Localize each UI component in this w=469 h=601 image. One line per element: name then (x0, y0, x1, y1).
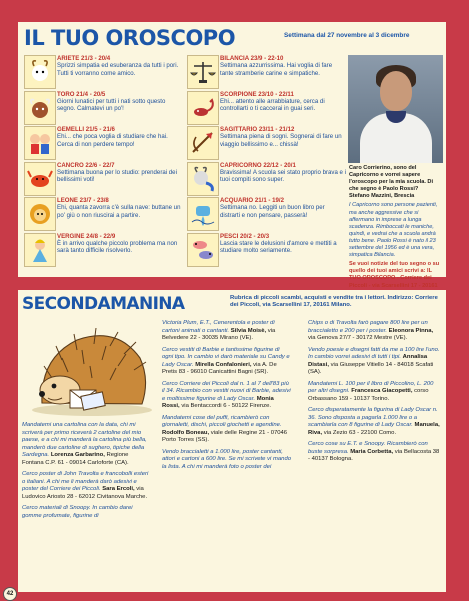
ad-address: via Genova 27/7 - 30172 Mestre (VE). (308, 335, 408, 341)
sign-name: GEMELLI 21/5 - 21/6 (57, 126, 115, 133)
sign-aquarius (187, 197, 347, 231)
horoscope-header (24, 26, 444, 50)
sign-text: Bravissima! A scuola sei stato proprio brava e i tuoi compiti sono super. (220, 168, 346, 184)
ad-author: Manuela, Riva, (308, 422, 440, 436)
sign-cancer (24, 162, 184, 196)
classified-ad (22, 422, 150, 467)
ad-text: Vendo braccialetti a 1.000 lire, poster cantanti, attori e cartoni a 600 lire. Se mi scrivete vi mando la lista. A chi mi manderà foto o poster dei (162, 448, 291, 470)
letter-signature: Stefano Mazzini, Brescia (349, 193, 415, 200)
cancer-icon (24, 162, 56, 196)
ad-author: Maria Corbetta, (350, 448, 394, 455)
aquarius-icon (187, 197, 219, 231)
ad-text: Mandatemi una cartolina con la data, chi mi scriverà per primo riceverà 2 cartoline del mio paese, e a chi mi manderà la cartolina più bella, manderò due cartoline di sughero, tipiche della Sardegna. (22, 422, 147, 458)
sign-name: CANCRO 22/6 - 22/7 (57, 161, 115, 169)
ad-text: Mandatemi L. 100 per il libro di Piccolino, L. 200 per altri disegni. (308, 380, 434, 394)
ad-text: Cerco vestiti di Barbie e tantissime figurine di ogni tipo. In cambio vi darò materiale su Candy e Lady Oscar. (162, 346, 290, 368)
sign-aries (24, 55, 184, 89)
taurus-icon (24, 91, 56, 125)
sign-sagittarius (187, 126, 347, 160)
ad-author: Francesca Giacopetti, (351, 388, 413, 394)
gemini-icon (24, 126, 56, 160)
classified-ad (22, 505, 150, 520)
classified-ad (308, 381, 442, 404)
sign-text: Settimana azzurrissima. Hai voglia di fare tante stramberie carine e simpatiche. (220, 62, 333, 77)
secondamanina-subtitle: Rubrica di piccoli scambi, acquisti e vendite tra i lettori. Indirizzo: Corriere dei Piccoli, via Scarsellini 17, 20161 Milano. (230, 295, 438, 309)
sign-name: LEONE 23/7 - 23/8 (57, 197, 109, 204)
ad-author: Rodolfo Boneau, (162, 429, 210, 436)
virgo-icon (24, 233, 56, 267)
sign-virgo (24, 233, 184, 267)
horoscope-week: Settimana dal 27 novembre al 3 dicembre (284, 32, 410, 39)
ad-author: Lorenza Garbarino, (50, 452, 105, 458)
sign-name: VERGINE 24/8 - 22/9 (57, 232, 116, 240)
sign-gemini (24, 126, 184, 160)
sign-name: PESCI 20/2 - 20/3 (220, 232, 270, 240)
sign-pisces (187, 233, 347, 267)
ad-text: Chips o di Travolta farò pagare 800 lire per un braccialetto e 200 per i poster. (308, 320, 428, 334)
sign-leo (24, 197, 184, 231)
ad-author: Mirella Confalonieri, (195, 361, 252, 368)
ad-author: Annalisa Distasi, (308, 354, 428, 368)
classified-ad (308, 320, 442, 343)
classified-ad (308, 441, 442, 464)
classified-ad (162, 381, 292, 411)
sign-name: SCORPIONE 23/10 - 22/11 (220, 90, 294, 98)
sagittarius-icon (187, 126, 219, 160)
sign-text: Lascia stare le delusioni d'amore e mettiti a studiare molto seriamente. (220, 239, 337, 255)
aries-icon (24, 55, 56, 89)
ad-author: Sara Ercoli, (102, 486, 135, 492)
ad-text: Cerco poster di John Travolta e francobolli esteri o italiani. A chi me li manderà darò adesivi e poster del Corriere dei Piccoli. (22, 471, 149, 492)
sign-text: Ehi, quanta zavorra c'è sulla nave: buttane un po' giù o non riuscirai a partire. (57, 204, 181, 219)
secondamanina-title: SECONDAMANINA (22, 294, 185, 314)
ad-text: Mandatemi cose del puffi, ricambierò con giornaletti, dischi, piccoli giochetti e agendine. (162, 414, 282, 428)
horoscope-panel (18, 22, 446, 289)
ad-text: Cerco cose su E.T. e Snoopy. Ricambierò con buste sorpresa. (308, 441, 428, 455)
ad-text: Cerco Corriere dei Piccoli dal n. 1 al 7 dell'83 più il 34. Ricambio con vestiti nuovi di Barbie, adesivi e moltissime figurine di Lady Oscar. (162, 380, 291, 402)
sign-name: CAPRICORNO 22/12 - 20/1 (220, 161, 296, 169)
footballer-photo (348, 55, 443, 163)
sign-text: Settimana piena di sogni. Sognerai di fare un viaggio bellissimo e... chissà! (220, 133, 342, 148)
ad-address: via Zezio 63 - 22100 Como. (323, 429, 397, 436)
sign-scorpio (187, 91, 347, 125)
ad-author: Eleonora Pinna, (388, 327, 434, 334)
ad-address: via A. De Pretis 83 - 96010 Canicattini Bagni (SR). (162, 361, 277, 375)
pisces-icon (187, 233, 219, 267)
letter-answer: I Capricorno sono persone pazienti, ma anche aggressive che si affermano in imprese a lunga scadenza. Rimboccati le maniche, quindi, e vedrai che a scuola andrà tutto bene. Paolo Rossi è nato il 23 settembre del 1956 ed è una vera, simpatica Bilancia. (349, 202, 438, 259)
sign-text: Giorni lunatici per tutti i nati sotto questo segno. Calmatevi un po'! (57, 97, 166, 113)
ad-address: Regione Fontana C.P. 61 - 09014 Carloforte (CA). (22, 452, 129, 466)
letter-question: Caro Corrierino, sono del Capricorno e vorrei sapere l'oroscopo per la mia scuola. Di che segno è Paolo Rossi? (349, 165, 434, 193)
classified-ad (162, 415, 292, 445)
sign-text: Ehi... attento alle arrabbiature, cerca di controllarti o ti caccerai in guai seri. (220, 97, 325, 113)
ad-address: viale delle Regine 21 - 07046 Porto Torres (SS). (162, 429, 288, 443)
classified-ad (162, 320, 292, 343)
ad-address: via Bellacosta 38 - 40137 Bologna. (308, 448, 440, 462)
scorpio-icon (187, 91, 219, 125)
ads-column-2 (162, 320, 292, 475)
sign-name: BILANCIA 23/9 - 22-10 (220, 55, 284, 62)
sign-libra (187, 55, 347, 89)
sign-capricorn (187, 162, 347, 196)
ad-address: via Bentaccordi 6 - 50122 Firenze. (181, 403, 272, 409)
ad-text: Cerco disperatamente la figurina di Lady Oscar n. 36. Sono disposta a pagarla 1.000 lire o a scambiarla con 8 figurine di Lady Oscar. (308, 407, 438, 428)
ad-address: via Belvedere 22 - 30035 Mirano (VE). (162, 327, 276, 341)
hedgehog-illustration-icon (22, 318, 154, 418)
ads-column-1 (22, 422, 150, 524)
reader-letter (349, 165, 444, 297)
ad-address: via Giuseppe Vitiello 14 - 84018 Scafati (SA). (308, 361, 434, 375)
ad-text: Victoria Plum, E.T., Cenerentola e poster di cartoni animati o cantanti. (162, 320, 275, 334)
ad-address: corso Orbassano 159 - 10137 Torino. (308, 388, 429, 402)
classified-ad (308, 347, 442, 377)
classified-ad (308, 407, 442, 437)
letter-note: Se vuoi notizie del tuo segno o su quello dei tuoi amici scrivi a: IL TUO OROSCOPO - Corriere dei Piccoli - via Scarsellini 17 - 20161 (349, 261, 440, 289)
sign-text: Settimana buona per lo studio: prenderai dei bellissimi voti! (57, 168, 177, 184)
sign-text: Ehi... che poca voglia di studiare che hai. Cerca di non perdere tempo! (57, 133, 168, 148)
sign-text: È in arrivo qualche piccolo problema ma non sarà tanto difficile risolverlo. (57, 239, 178, 255)
ad-author: Monia Rossi, (162, 395, 274, 409)
ads-column-3 (308, 320, 442, 468)
sign-name: TORO 21/4 - 20/5 (57, 90, 106, 98)
sign-name: SAGITTARIO 23/11 - 21/12 (220, 126, 295, 133)
secondamanina-panel (18, 290, 446, 592)
sign-text: Settimana no. Leggiti un buon libro per distrarti e non pensare, passerà! (220, 204, 325, 219)
sign-taurus (24, 91, 184, 125)
page-number: 42 (3, 587, 17, 601)
ad-author: Silvia Moisè, (230, 327, 267, 334)
libra-icon (187, 55, 219, 89)
ad-address: via Ludovico Ariosto 28 - 62012 Civitanova Marche. (22, 486, 148, 500)
horoscope-title: IL TUO OROSCOPO (24, 26, 236, 50)
ad-text: Vendo poesie e disegni fatti da me a 100 lire l'uno. In cambio vorrei adesivi di tutti i tipi. (308, 346, 440, 360)
classified-ad (162, 449, 292, 472)
leo-icon (24, 197, 56, 231)
classified-ad (162, 347, 292, 377)
capricorn-icon (187, 162, 219, 196)
ad-text: Cerco materiali di Snoopy. In cambio darei gomme profumate, figurine di (22, 505, 133, 519)
classified-ad (22, 471, 150, 501)
sign-name: ACQUARIO 21/1 - 19/2 (220, 197, 285, 204)
sign-text: Sprizzi simpatia ed esuberanza da tutti i pori. Tutti ti vorranno come amico. (57, 62, 179, 77)
sign-name: ARIETE 21/3 - 20/4 (57, 55, 111, 62)
